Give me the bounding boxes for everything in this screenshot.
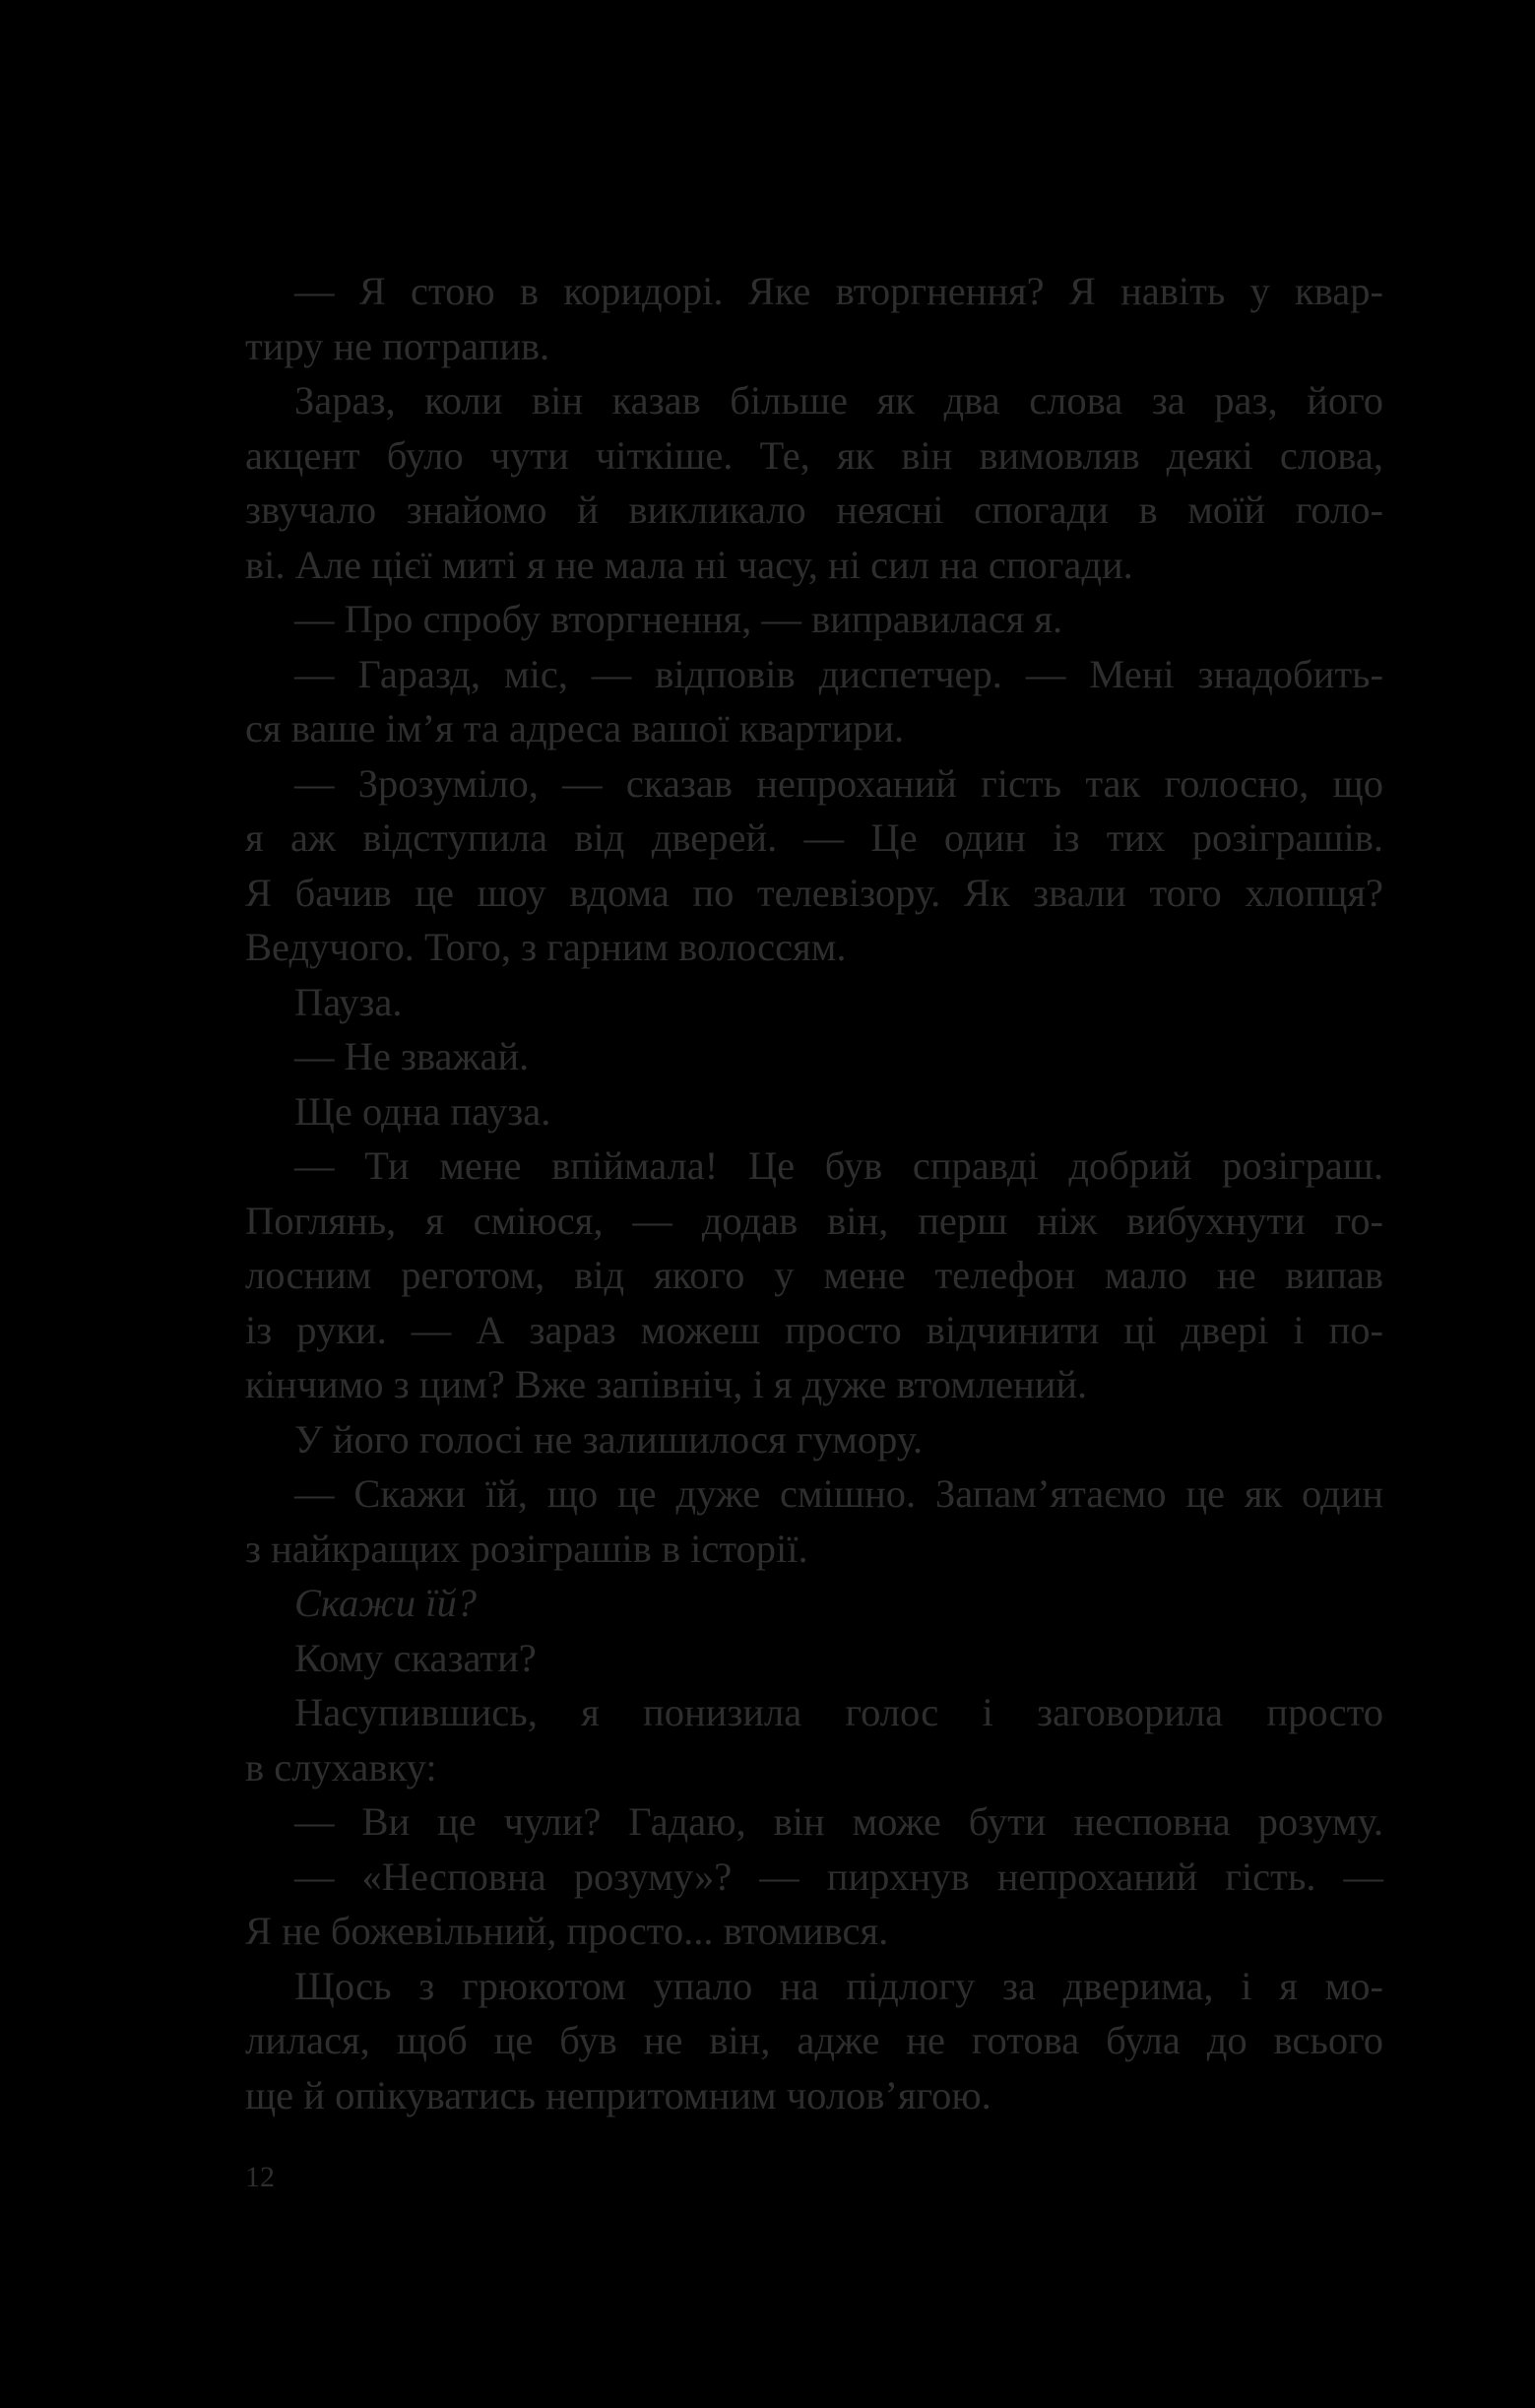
text-line: — Ти мене впіймала! Це був справді добрий розіграш.	[294, 1143, 1383, 1188]
text-line: я аж відступила від дверей. — Це один із тих розіграшів.	[245, 815, 1383, 860]
text-line: — Ви це чули? Гадаю, він може бути несповна розуму.	[294, 1799, 1383, 1844]
text-line: звучало знайомо й викликало неясні спогади в моїй голо-	[245, 488, 1383, 532]
text-line: лилася, щоб це був не він, адже не готова була до всього	[245, 2018, 1383, 2062]
text-line: Кому сказати?	[294, 1635, 537, 1680]
text-line: ся ваше ім’я та адреса вашої квартири.	[245, 706, 905, 750]
text-line: — «Несповна розуму»? — пирхнув непроханий гість. —	[294, 1854, 1383, 1899]
page-number: 12	[245, 2161, 275, 2193]
text-line: Поглянь, я сміюся, — додав він, перш ніж вибухнути го-	[245, 1198, 1383, 1243]
text-line: ві. Але цієї миті я не мала ні часу, ні сил на спогади.	[245, 542, 1133, 587]
text-line: — Зрозуміло, — сказав непроханий гість так голосно, що	[294, 760, 1383, 806]
text-line: Ведучого. Того, з гарним волоссям.	[245, 925, 847, 969]
text-line: Я бачив це шоу вдома по телевізору. Як звали того хлопця?	[245, 870, 1383, 915]
text-line: — Гаразд, міс, — відповів диспетчер. — Мені знадобить-	[294, 651, 1383, 696]
body-text	[245, 264, 1383, 2122]
text-line: ще й опікуватись непритомним чолов’ягою.	[245, 2072, 991, 2117]
text-line-italic: Скажи їй?	[294, 1581, 477, 1625]
text-line: Щось з грюкотом упало на підлогу за дверима, і я мо-	[294, 1963, 1383, 2008]
text-line: акцент було чути чіткіше. Те, як він вимовляв деякі слова,	[245, 432, 1383, 478]
text-line: Ще одна пауза.	[294, 1088, 551, 1134]
text-line: в слухавку:	[245, 1744, 437, 1790]
text-line: Я не божевільний, просто... втомився.	[245, 1909, 889, 1953]
text-line: кінчимо з цим? Вже запівніч, і я дуже втомлений.	[245, 1362, 1088, 1406]
text-line: лосним реготом, від якого у мене телефон мало не випав	[245, 1253, 1383, 1297]
text-line: — Я стою в коридорі. Яке вторгнення? Я навіть у квар-	[294, 269, 1383, 313]
text-line: — Про спробу вторгнення, — виправилася я.	[294, 597, 1063, 641]
text-line: Зараз, коли він казав більше як два слова за раз, його	[294, 378, 1383, 423]
text-line: із руки. — А зараз можеш просто відчинити ці двері і по-	[245, 1307, 1383, 1352]
text-line: Насупившись, я понизила голос і заговорила просто	[294, 1690, 1383, 1734]
text-line: У його голосі не залишилося гумору.	[294, 1416, 924, 1462]
text-line: з найкращих розіграшів в історії.	[245, 1526, 808, 1571]
text-line: Пауза.	[294, 979, 403, 1024]
text-line: — Не зважай.	[294, 1034, 530, 1078]
text-line: тиру не потрапив.	[245, 323, 550, 368]
text-line: — Скажи їй, що це дуже смішно. Запам’ятаємо це як один	[294, 1471, 1383, 1516]
